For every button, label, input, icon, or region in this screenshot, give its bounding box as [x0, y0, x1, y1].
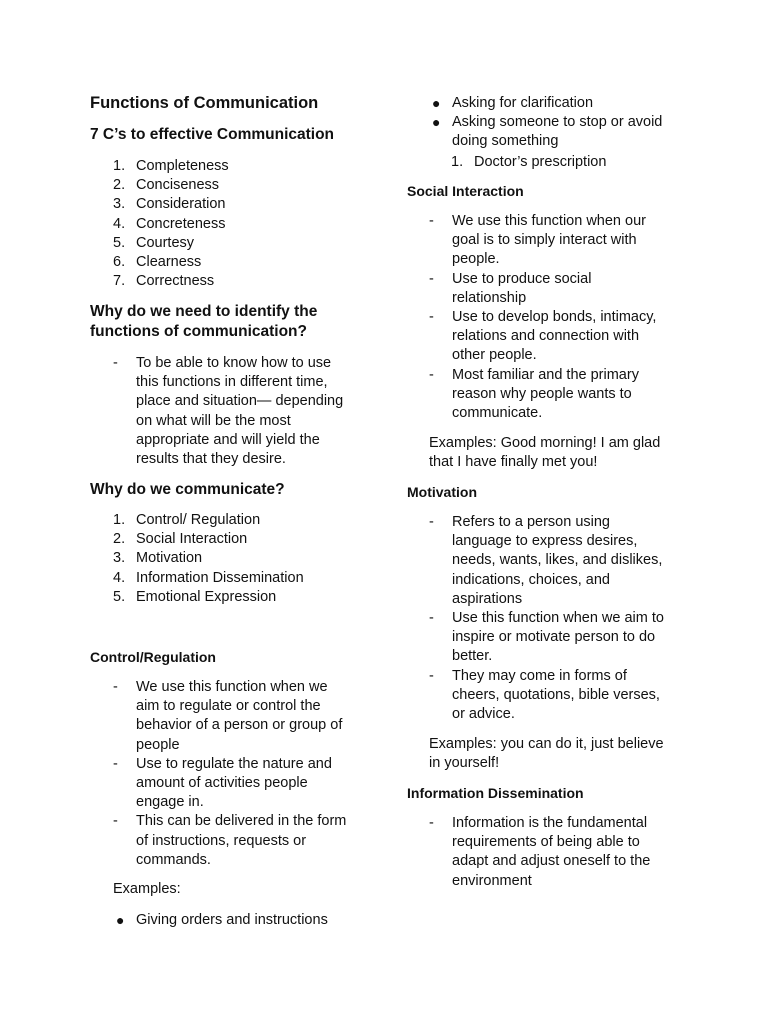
list-item: - Use to regulate the nature and amount of activities people engage in.: [113, 755, 332, 811]
list-item: 4. Information Dissemination: [113, 569, 304, 586]
list-item: - Use this function when we aim to inspire or motivate person to do better.: [429, 610, 664, 665]
list-item: 3. Motivation: [113, 550, 203, 567]
list-item: - They may come in forms of cheers, quotations, bible verses, or advice.: [429, 667, 660, 723]
control-examples-label: Examples:: [113, 881, 181, 897]
why-identify-heading: Why do we need to identify the functions of communication?: [90, 303, 318, 340]
sub-example-list: [451, 153, 697, 172]
page-title: Functions of Communication: [90, 94, 319, 112]
list-item: - Information is the fundamental requirements of being able to adapt and adjust oneself to the environment: [429, 815, 651, 889]
motivation-list: [429, 513, 697, 724]
list-item: 5. Emotional Expression: [113, 588, 277, 605]
list-item: ● Asking for clarification: [452, 94, 697, 113]
control-regulation-list: [113, 678, 370, 870]
list-item: 1. Doctor’s prescription: [451, 154, 607, 170]
list-item: - Refers to a person using language to express desires, needs, wants, likes, and dislikes, indications, choices, and aspirations: [429, 514, 663, 607]
why-communicate-heading: Why do we communicate?: [90, 481, 285, 498]
motivation-heading: Motivation: [407, 484, 477, 500]
list-item: ● Asking someone to stop or avoid doing something: [432, 114, 663, 150]
list-item: 1. Control/ Regulation: [113, 512, 261, 528]
information-dissemination-heading: Information Dissemination: [407, 785, 584, 801]
social-interaction-list: [429, 212, 697, 423]
motivation-examples: Examples: you can do it, just believe in yourself!: [429, 736, 664, 772]
list-item: - We use this function when we aim to regulate or control the behavior of a person or group of people: [113, 679, 343, 753]
bullet-icon: ●: [116, 912, 125, 928]
list-item: - To be able to know how to use this functions in different time, place and situation— depending on what will be the most appropriate and will yield the results that they desire.: [113, 355, 344, 468]
list-item: 6. Clearness: [113, 254, 202, 271]
list-item: ● Giving orders and instructions: [136, 911, 370, 930]
list-item: - This can be delivered in the form of instructions, requests or commands.: [113, 813, 347, 868]
seven-cs-list: [113, 157, 370, 291]
list-item: - Use to develop bonds, intimacy, relations and connection with other people.: [429, 309, 657, 364]
list-item: 4. Concreteness: [113, 215, 226, 232]
social-examples: Examples: Good morning! I am glad that I have finally met you!: [429, 435, 661, 471]
list-item: - Most familiar and the primary reason why people wants to communicate.: [429, 366, 639, 422]
list-item: - Use to produce social relationship: [429, 270, 592, 306]
social-interaction-heading: Social Interaction: [407, 183, 524, 199]
why-identify-list: [113, 354, 370, 469]
list-item: 7. Correctness: [113, 273, 215, 290]
list-item: 2. Social Interaction: [113, 531, 248, 548]
list-item: 5. Courtesy: [113, 234, 195, 251]
information-dissemination-list: [429, 814, 697, 891]
bullet-icon: ●: [432, 95, 441, 111]
control-examples-continued-list: [432, 94, 697, 152]
list-item: 1. Completeness: [113, 158, 229, 174]
list-item: - We use this function when our goal is to simply interact with people.: [429, 213, 646, 268]
list-item: 2. Conciseness: [113, 177, 220, 194]
control-examples-list: [116, 911, 370, 930]
control-regulation-heading: Control/Regulation: [90, 649, 216, 665]
seven-cs-heading: 7 C’s to effective Communication: [90, 126, 335, 143]
bullet-icon: ●: [432, 114, 441, 131]
list-item: 3. Consideration: [113, 196, 226, 213]
why-communicate-list: [113, 511, 370, 607]
